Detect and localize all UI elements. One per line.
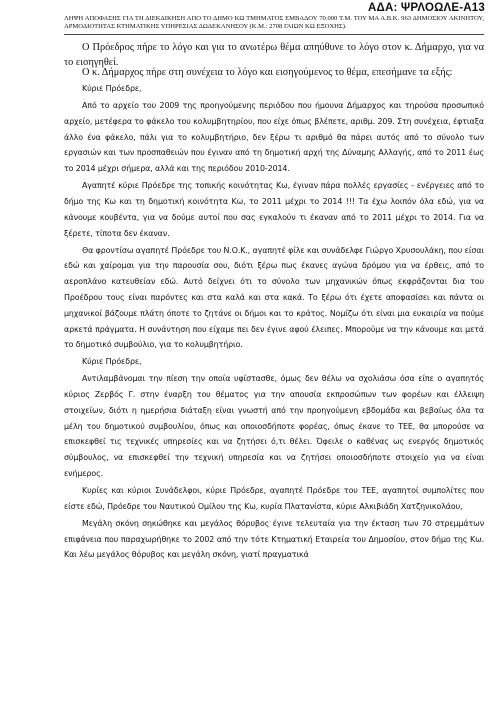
- speech-paragraph: Κυρίες και κύριοι Συνάδελφοι, κύριε Πρόεδρε, αγαπητέ Πρόεδρε του ΤΕΕ, αγαπητοί συμπολίτες που είστε εδώ, Πρόεδρε του Ναυτικού Ομίλου της Κω, κυρία Πλατανίστα, κύριε Αλκιβιάδη Χατζηνικολάου,: [64, 486, 484, 511]
- document-header: ΛΗΨΗ ΑΠΟΦΑΣΗΣ ΓΙΑ ΤΗ ΔΙΕΚΔΙΚΗΣΗ ΑΠΟ ΤΟ ΔΗΜΟ ΚΩ ΤΜΗΜΑΤΟΣ ΕΜΒΑΔΟΥ 70.000 Τ.Μ. ΤΟΥ ΜΑ Α.Β.Κ. 963 ΔΗΜΟΣΙΟΥ ΑΚΙΝΗΤΟΥ, ΑΡΜΟΔΙΟΤΗΤΑΣ ΚΤΗΜΑΤΙΚΗΣ ΥΠΗΡΕΣΙΑΣ ΔΩΔΕΚΑΝΗΣΟΥ (Κ.Μ.: 2708 ΓΑΙΩΝ ΚΩ ΕΞΟΧΗΣ).: [64, 15, 484, 30]
- speech-paragraph: Κύριε Πρόεδρε,: [82, 84, 142, 93]
- speech-body: [64, 81, 484, 564]
- intro-paragraph: Ο Πρόεδρος πήρε το λόγο και για το ανωτέρω θέμα απηύθυνε το λόγο στον κ. Δήμαρχο, για να το εισηγηθεί.: [64, 42, 484, 68]
- header-divider: [64, 34, 484, 35]
- ada-code: ΑΔΑ: ΨΡΛΟΩΛΕ-Α13: [367, 2, 485, 14]
- speech-paragraph: Αντιλαμβάνομαι την πίεση την οποία υφίστασθε, όμως δεν θέλω να σχολιάσω όσα είπε ο αγαπητός κύριος Ζερβός Γ. στην έναρξη του θέματος για την απουσία εκπροσώπων των φορέων και έλλειψη στοιχείων, διότι η ημερήσια διάταξη είναι γνωστή από την προηγούμενη εβδομάδα και βεβαίως όλα τα μέλη του δημοτικού συμβουλίου, όπως και οποιοσδήποτε φορέας, όπως έκανε το ΤΕΕ, θα μπορούσε να επισκεφθεί τις τεχνικές υπηρεσίες και να ζητήσει ό,τι θέλει. Όφειλε ο καθένας ως ενεργός δημοτικός σύμβουλος, να επισκεφθεί την τεχνική υπηρεσία και να ζητήσει οποιοσδήποτε στοιχείο για να είναι ενήμερος.: [64, 374, 484, 479]
- speech-paragraph: Από το αρχείο του 2009 της προηγούμενης περιόδου που ήμουνα Δήμαρχος και τηρούσα προσωπικό αρχείο, μετέφερα το φάκελο του κολυμβητηρίου, που είχε όπως βλέπετε, αριθμ. 209. Στη συνέχεια, έφτιαξα άλλο ένα φάκελο, πάλι για το κολυμβητήριο, δεν ξέρω τι αριθμό θα πάρει αυτός από το σύνολο των εργασιών και των προσπαθειών που έγιναν από τη δημοτική αρχή της Δύναμης Αλλαγής, από το 2011 έως το 2014 μέχρι σήμερα, αλλά και της περιόδου 2010-2014.: [64, 100, 484, 174]
- speech-paragraph: Κύριε Πρόεδρε,: [82, 357, 142, 367]
- speech-paragraph: Αγαπητέ κύριε Πρόεδρε της τοπικής κοινότητας Κω, έγιναν πάρα πολλές εργασίες - ενέργειες από το δήμο της Κω και τη δημοτική κοινότητα Κω, το 2011 μέχρι το 2014 !!! Τα έχω λοιπόν όλα εδώ, για να κάνουμε κουβέντα, για να δούμε αυτοί που σας εγκαλούν τι έκαναν από το 2011 μέχρι το 2014. Για να ξέρετε, τίποτα δεν έκαναν.: [64, 181, 484, 238]
- speech-paragraph: Θα φροντίσω αγαπητέ Πρόεδρε του Ν.Ο.Κ., αγαπητέ φίλε και συνάδελφε Γιώργο Χρυσουλάκη, που είσαι εδώ και χαίρομαι για την παρουσία σου, διότι ξέρω πως έκανες αγώνα δρόμου για να έρθεις, από το αεροπλάνο κατευθείαν εδώ. Αυτό δείχνει ότι το σύνολο των μηχανικών όπως εκφράζονται δια του Προέδρου τους είναι παρόντες και στα καλά και στα κακά. Το ξέρω ότι έχετε αποφασίσει και πάντα οι μηχανικοί βάζουμε πλάτη όποτε το ζητάνε οι δήμοι και το κράτος. Νομίζω ότι είναι μια ευκαιρία να πούμε αρκετά πράγματα. Η συνάντηση που είχαμε πει δεν έγινε αφού έλειπες. Μπορούμε να την κάνουμε και μετά το δημοτικό συμβούλιο, για το κολυμβητήριο.: [64, 245, 484, 350]
- intro-paragraph: Ο κ. Δήμαρχος πήρε στη συνέχεια το λόγο και εισηγούμενος το θέμα, επεσήμανε τα εξής:: [82, 67, 453, 78]
- speech-paragraph: Μεγάλη σκόνη σηκώθηκε και μεγάλος θόρυβος έγινε τελευταία για την έκταση των 70 στρεμμάτων επιφάνεια που παραχωρήθηκε το 2002 από την τότε Κτηματική Εταιρεία του Δημοσίου, στον δήμο της Κω. Και λέω μεγάλος θόρυβος και μεγάλη σκόνη, γιατί πραγματικά: [64, 518, 484, 560]
